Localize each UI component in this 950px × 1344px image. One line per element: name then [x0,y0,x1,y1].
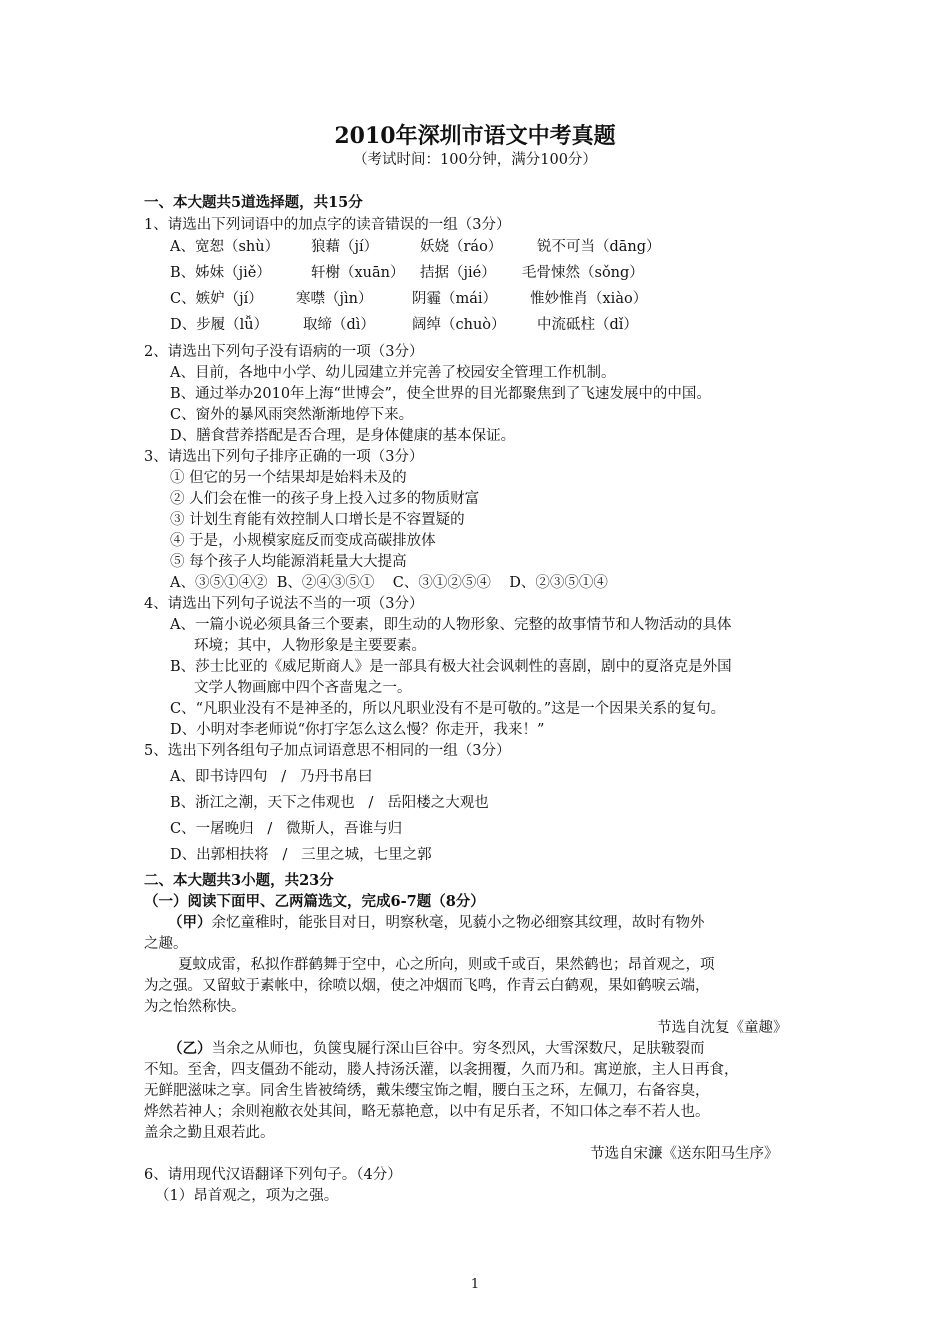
q2-option-b: B、通过举办2010年上海“世博会”，使全世界的目光都聚焦到了飞速发展中的中国。 [170,386,711,402]
passage-yi-text: 当余之从师也，负箧曳屣行深山巨谷中。穷冬烈风，大雪深数尺，足肤皲裂而 [211,1041,705,1057]
q4-option-d: D、小明对李老师说“你打字怎么这么慢？你走开，我来！” [170,722,545,738]
q3-stem: 3、请选出下列句子排序正确的一项（3分） [144,449,424,465]
q1-b-3: 拮据（jié） [420,265,496,281]
passage-jia-label: （甲） [168,914,212,931]
q1-a-4: 锐不可当（dāng） [537,239,661,255]
section-2-heading: 二、本大题共3小题，共23分 [144,872,334,889]
section-1-heading: 一、本大题共5道选择题，共15分 [144,194,363,211]
q6-stem: 6、请用现代汉语翻译下列句子。（4分） [144,1167,402,1183]
q6-item-1: （1）昂首观之，项为之强。 [155,1188,339,1204]
q3-answer-options: A、③⑤①④② B、②④③⑤① C、③①②⑤④ D、②③⑤①④ [170,575,608,591]
q5-option-c: C、一屠晚归 / 微斯人，吾谁与归 [170,821,403,837]
q2-option-d: D、膳食营养搭配是否合理，是身体健康的基本保证。 [170,428,516,444]
q1-b-4: 毛骨悚然（sǒng） [522,265,644,281]
q3-item-3: ③ 计划生育能有效控制人口增长是不容置疑的 [170,512,465,528]
passage-jia-p2-line-1: 夏蚊成雷，私拟作群鹤舞于空中，心之所向，则或千或百，果然鹤也；昂首观之，项 [178,957,715,973]
q4-option-a-cont: 环境；其中，人物形象是主要要素。 [194,638,426,654]
passage-jia-p2-line-2: 为之强。又留蚊于素帐中，徐喷以烟，使之冲烟而飞鸣，作青云白鹤观，果如鹤唳云端， [144,978,710,994]
q1-b-2: 轩榭（xuān） [311,265,405,281]
q1-c-4: 惟妙惟肖（xiào） [530,291,648,307]
part-1-heading: （一）阅读下面甲、乙两篇选文，完成6-7题（8分） [144,893,485,910]
passage-yi-source: 节选自宋濂《送东阳马生序》 [590,1146,779,1162]
passage-yi-line-3: 无鲜肥滋味之享。同舍生皆被绮绣，戴朱缨宝饰之帽，腰白玉之环，左佩刀，右备容臭， [144,1083,710,1099]
q3-item-1: ① 但它的另一个结果却是始料未及的 [170,470,407,486]
passage-yi-label: （乙） [168,1040,212,1057]
passage-jia-p2-line-3: 为之怡然称快。 [144,999,246,1015]
q5-option-a: A、即书诗四句 / 乃丹书帛曰 [170,769,373,785]
passage-yi-line-2: 不知。至舍，四支僵劲不能动，媵人持汤沃灌，以衾拥覆，久而乃和。寓逆旅，主人日再食， [144,1062,739,1078]
q4-option-a: A、一篇小说必须具备三个要素，即生动的人物形象、完整的故事情节和人物活动的具体 [170,617,732,633]
q1-a-1: A、宽恕（shù） [170,239,280,255]
q1-a-3: 妖娆（ráo） [420,239,503,255]
q3-item-4: ④ 于是，小规模家庭反而变成高碳排放体 [170,533,436,549]
page-title: 2010年深圳市语文中考真题 [334,123,616,149]
page-number: 1 [470,1277,480,1292]
q1-d-3: 阔绰（chuò） [412,317,506,333]
exam-info: （考试时间：100分钟，满分100分） [353,152,597,168]
q4-stem: 4、请选出下列句子说法不当的一项（3分） [144,596,424,612]
q1-a-2: 狼藉（jí） [311,239,379,255]
passage-jia-text: 余忆童稚时，能张目对日，明察秋毫，见藐小之物必细察其纹理，故时有物外 [211,915,705,931]
q1-d-4: 中流砥柱（dǐ） [537,317,638,333]
q3-item-5: ⑤ 每个孩子人均能源消耗量大大提高 [170,554,407,570]
q2-stem: 2、请选出下列句子没有语病的一项（3分） [144,344,424,360]
passage-jia-source: 节选自沈复《童趣》 [657,1020,788,1036]
q1-b-1: B、姊妹（jiě） [170,265,271,281]
q1-stem: 1、请选出下列词语中的加点字的读音错误的一组（3分） [144,217,511,233]
q4-option-c: C、“凡职业没有不是神圣的，所以凡职业没有不是可敬的。”这是一个因果关系的复句。 [170,701,726,717]
q2-option-a: A、目前，各地中小学、幼儿园建立并完善了校园安全管理工作机制。 [170,365,616,381]
q5-option-d: D、出郭相扶将 / 三里之城，七里之郭 [170,847,432,863]
q1-c-1: C、嫉妒（jí） [170,291,263,307]
q4-option-b-cont: 文学人物画廊中四个吝啬鬼之一。 [194,680,412,696]
passage-yi-line-4: 烨然若神人；余则袍敝衣处其间，略无慕艳意，以中有足乐者，不知口体之奉不若人也。 [144,1104,710,1120]
q2-option-c: C、窗外的暴风雨突然渐渐地停下来。 [170,407,414,423]
passage-yi-line-1 [168,1039,705,1059]
q1-c-3: 阴霾（mái） [412,291,498,307]
q4-option-b: B、莎士比亚的《威尼斯商人》是一部具有极大社会讽刺性的喜剧，剧中的夏洛克是外国 [170,659,732,675]
q5-option-b: B、浙江之潮，天下之伟观也 / 岳阳楼之大观也 [170,795,489,811]
q3-item-2: ② 人们会在惟一的孩子身上投入过多的物质财富 [170,491,480,507]
q1-c-2: 寒噤（jìn） [296,291,373,307]
passage-yi-line-5: 盖余之勤且艰若此。 [144,1125,275,1141]
q5-stem: 5、选出下列各组句子加点词语意思不相同的一组（3分） [144,743,511,759]
q1-d-1: D、步履（lǚ） [170,317,269,333]
q1-d-2: 取缔（dì） [303,317,375,333]
passage-jia-line-2: 之趣。 [144,936,188,952]
passage-jia-line-1 [168,913,705,933]
